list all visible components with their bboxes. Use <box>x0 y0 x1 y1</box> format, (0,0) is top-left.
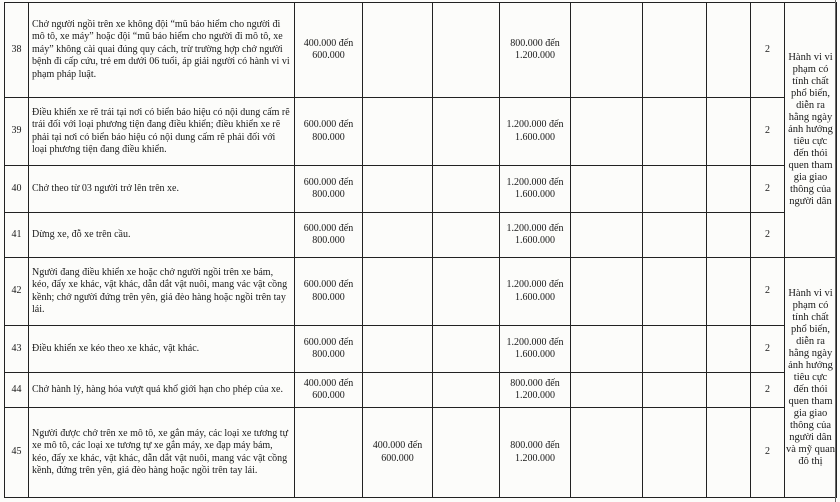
violation-description: Dừng xe, đỗ xe trên cầu. <box>29 213 295 258</box>
fine-new-range: 1.200.000 đến 1.600.000 <box>500 326 571 373</box>
fine-new-range: 800.000 đến 1.200.000 <box>500 3 571 98</box>
empty-cell <box>707 98 751 166</box>
violation-description: Điều khiển xe kéo theo xe khác, vật khác. <box>29 326 295 373</box>
fine-new-range: 1.200.000 đến 1.600.000 <box>500 98 571 166</box>
empty-cell <box>571 258 643 326</box>
note-group-1: Hành vi vi phạm có tính chất phổ biến, diễn ra hằng ngày ảnh hưởng tiêu cực đến thói quen tham gia giao thông của người dân <box>785 3 837 258</box>
empty-cell <box>571 166 643 213</box>
empty-cell <box>707 213 751 258</box>
violation-description: Chở hành lý, hàng hóa vượt quá khổ giới hạn cho phép của xe. <box>29 373 295 408</box>
empty-cell <box>433 213 500 258</box>
deducted-points: 2 <box>751 98 785 166</box>
empty-cell <box>433 98 500 166</box>
row-number: 41 <box>5 213 29 258</box>
table-row <box>5 166 837 213</box>
note-group-2: Hành vi vi phạm có tính chất phổ biến, diễn ra hằng ngày ảnh hưởng tiêu cực đến thói quen tham gia giao thông của người dân và mỹ quan đô thị <box>785 258 837 498</box>
row-number: 42 <box>5 258 29 326</box>
fine-passenger-range: 400.000 đến 600.000 <box>363 408 433 498</box>
fine-old-range: 600.000 đến 800.000 <box>295 166 363 213</box>
empty-cell <box>433 408 500 498</box>
row-number: 44 <box>5 373 29 408</box>
empty-cell <box>707 258 751 326</box>
empty-cell <box>707 166 751 213</box>
fine-old-range: 400.000 đến 600.000 <box>295 3 363 98</box>
fine-new-range: 1.200.000 đến 1.600.000 <box>500 166 571 213</box>
fine-old-range: 600.000 đến 800.000 <box>295 258 363 326</box>
row-number: 39 <box>5 98 29 166</box>
row-number: 40 <box>5 166 29 213</box>
violation-description: Chở người ngồi trên xe không đội “mũ bảo hiểm cho người đi mô tô, xe máy” hoặc đội “mũ bảo hiểm cho người đi mô tô, xe máy” không cài quai đúng quy cách, trừ trường hợp chở người bệnh đi cấp cứu, trẻ em dưới 06 tuổi, áp giải người có hành vi vi phạm pháp luật. <box>29 3 295 98</box>
empty-cell <box>643 258 707 326</box>
violation-description: Người được chở trên xe mô tô, xe gắn máy, các loại xe tương tự xe mô tô, các loại xe tương tự xe gắn máy, xe đạp máy bám, kéo, đẩy xe khác, vật khác, dẫn dắt vật nuôi, mang vác vật cồng kềnh, đứng trên yên, giá đèo hàng hoặc ngồi trên tay lái. <box>29 408 295 498</box>
deducted-points: 2 <box>751 326 785 373</box>
violation-fines-table <box>4 2 837 498</box>
table-row <box>5 3 837 98</box>
empty-cell <box>643 166 707 213</box>
empty-cell <box>643 213 707 258</box>
table-row <box>5 373 837 408</box>
table-row <box>5 98 837 166</box>
empty-cell <box>363 166 433 213</box>
row-number: 43 <box>5 326 29 373</box>
empty-cell <box>643 373 707 408</box>
empty-cell <box>571 408 643 498</box>
empty-cell <box>433 258 500 326</box>
empty-cell <box>707 326 751 373</box>
empty-cell <box>707 3 751 98</box>
empty-cell <box>433 166 500 213</box>
empty-cell <box>571 98 643 166</box>
empty-cell <box>571 213 643 258</box>
deducted-points: 2 <box>751 213 785 258</box>
fine-new-range: 1.200.000 đến 1.600.000 <box>500 213 571 258</box>
violation-description: Chở theo từ 03 người trở lên trên xe. <box>29 166 295 213</box>
table-row <box>5 408 837 498</box>
empty-cell <box>363 3 433 98</box>
violation-description: Người đang điều khiển xe hoặc chở người ngồi trên xe bám, kéo, đẩy xe khác, vật khác, dẫn dắt vật nuôi, mang vác vật cồng kềnh; chở người đứng trên yên, giá đèo hàng hoặc ngồi trên tay lái. <box>29 258 295 326</box>
empty-cell <box>363 326 433 373</box>
table-row <box>5 326 837 373</box>
empty-cell <box>363 213 433 258</box>
empty-cell <box>363 258 433 326</box>
row-number: 45 <box>5 408 29 498</box>
deducted-points: 2 <box>751 408 785 498</box>
empty-cell <box>295 408 363 498</box>
fine-old-range: 600.000 đến 800.000 <box>295 213 363 258</box>
fine-old-range: 400.000 đến 600.000 <box>295 373 363 408</box>
empty-cell <box>571 3 643 98</box>
empty-cell <box>707 408 751 498</box>
row-number: 38 <box>5 3 29 98</box>
empty-cell <box>643 408 707 498</box>
empty-cell <box>707 373 751 408</box>
empty-cell <box>571 373 643 408</box>
empty-cell <box>433 3 500 98</box>
table-row <box>5 213 837 258</box>
fine-new-range: 800.000 đến 1.200.000 <box>500 408 571 498</box>
table-row <box>5 258 837 326</box>
fine-old-range: 600.000 đến 800.000 <box>295 326 363 373</box>
empty-cell <box>643 326 707 373</box>
fine-old-range: 600.000 đến 800.000 <box>295 98 363 166</box>
page-edge <box>835 0 840 502</box>
fine-new-range: 800.000 đến 1.200.000 <box>500 373 571 408</box>
deducted-points: 2 <box>751 258 785 326</box>
empty-cell <box>571 326 643 373</box>
deducted-points: 2 <box>751 3 785 98</box>
empty-cell <box>433 373 500 408</box>
empty-cell <box>643 98 707 166</box>
deducted-points: 2 <box>751 166 785 213</box>
fine-new-range: 1.200.000 đến 1.600.000 <box>500 258 571 326</box>
empty-cell <box>643 3 707 98</box>
violation-description: Điều khiển xe rẽ trái tại nơi có biển báo hiệu có nội dung cấm rẽ trái đối với loại phương tiện đang điều khiển; điều khiển xe rẽ phải tại nơi có biển báo hiệu có nội dung cấm rẽ phải đối với loại phương tiện đang điều khiển. <box>29 98 295 166</box>
empty-cell <box>433 326 500 373</box>
empty-cell <box>363 98 433 166</box>
empty-cell <box>363 373 433 408</box>
deducted-points: 2 <box>751 373 785 408</box>
